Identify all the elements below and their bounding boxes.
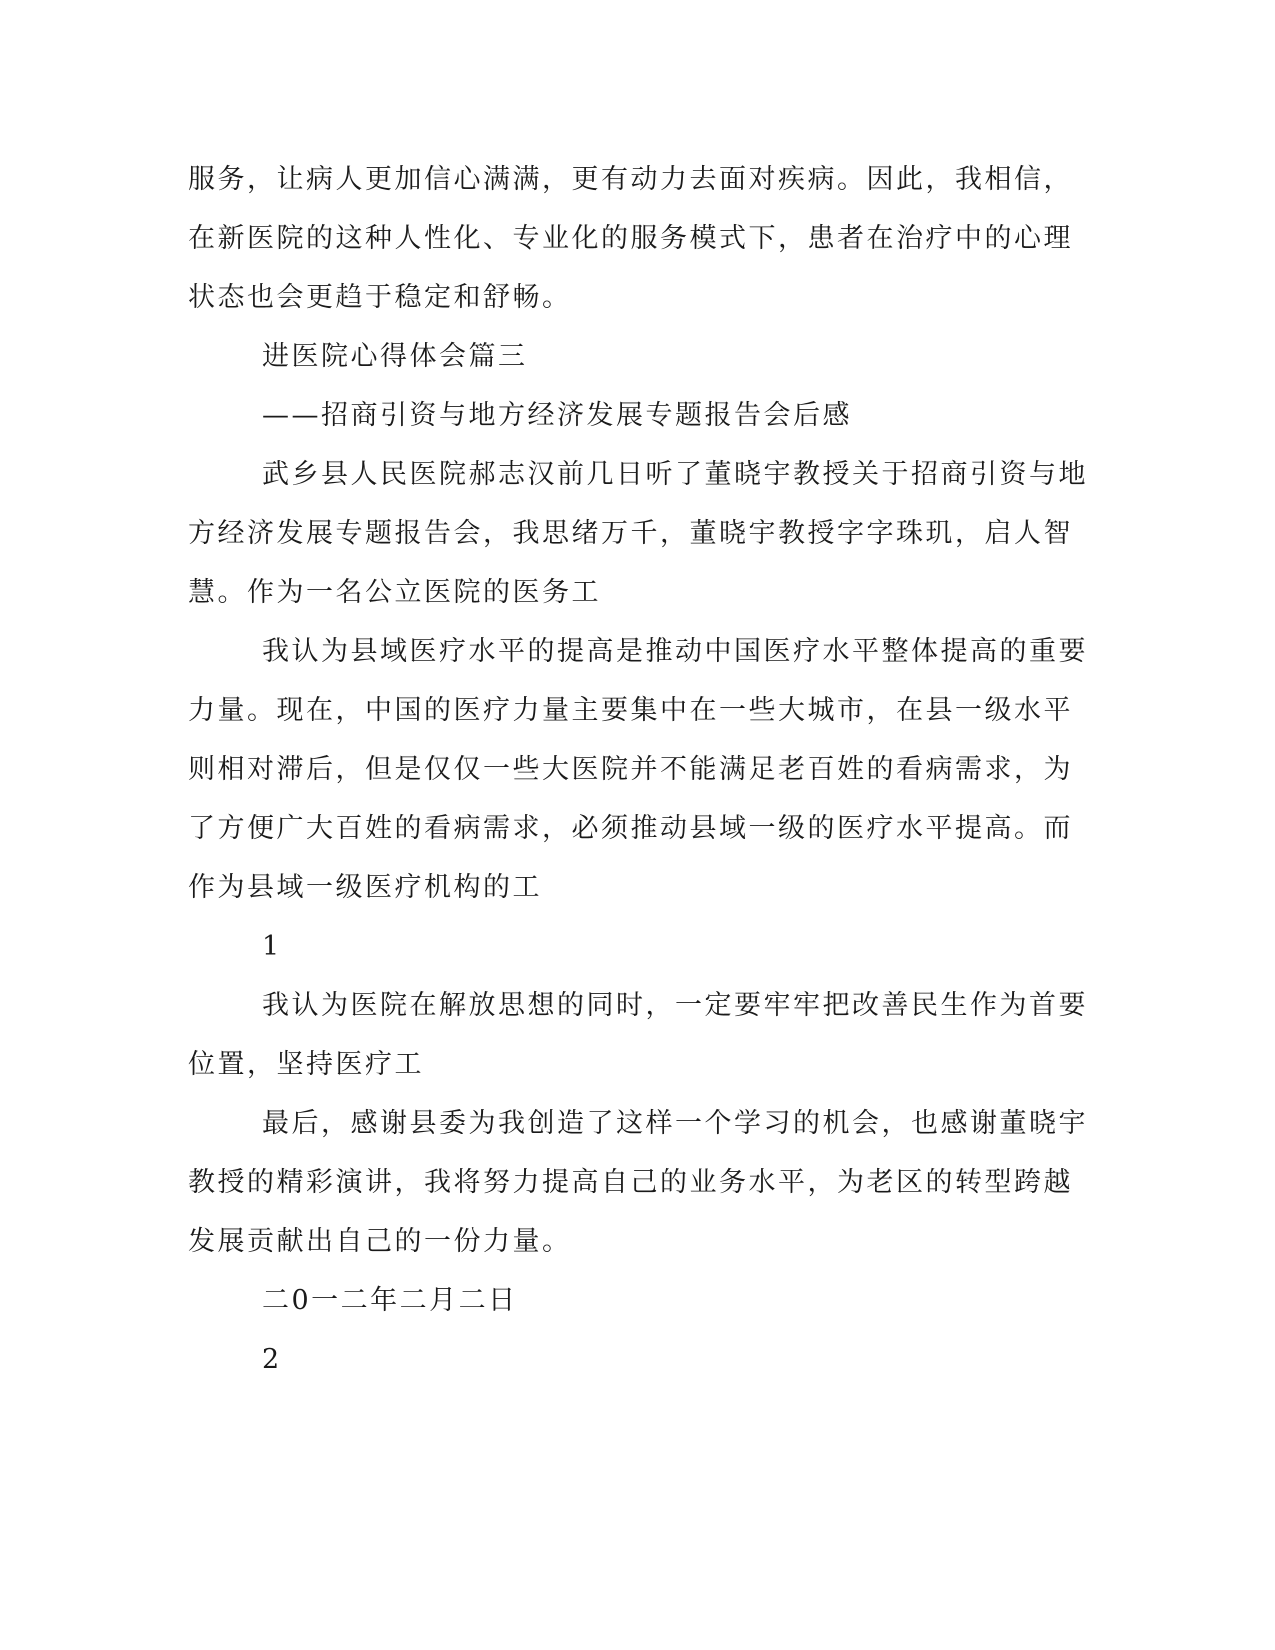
page-number: 2	[262, 1344, 282, 1375]
paragraph-line: 方经济发展专题报告会，我思绪万千，董晓宇教授字字珠玑，启人智	[188, 518, 1073, 549]
paragraph-line: 慧。作为一名公立医院的医务工	[188, 577, 601, 608]
date-line: 二0一二年二月二日	[262, 1285, 518, 1316]
paragraph-line: 在新医院的这种人性化、专业化的服务模式下，患者在治疗中的心理	[188, 223, 1073, 254]
paragraph-line: 发展贡献出自己的一份力量。	[188, 1226, 572, 1257]
section-heading: 进医院心得体会篇三	[262, 341, 528, 372]
paragraph-line: 我认为县域医疗水平的提高是推动中国医疗水平整体提高的重要	[262, 636, 1088, 667]
paragraph-line: 力量。现在，中国的医疗力量主要集中在一些大城市，在县一级水平	[188, 695, 1073, 726]
paragraph-line: 了方便广大百姓的看病需求，必须推动县域一级的医疗水平提高。而	[188, 813, 1073, 844]
section-subtitle: ——招商引资与地方经济发展专题报告会后感	[262, 400, 852, 431]
paragraph-line: 武乡县人民医院郝志汉前几日听了董晓宇教授关于招商引资与地	[262, 459, 1088, 490]
paragraph-line: 教授的精彩演讲，我将努力提高自己的业务水平，为老区的转型跨越	[188, 1167, 1073, 1198]
paragraph-line: 我认为医院在解放思想的同时，一定要牢牢把改善民生作为首要	[262, 990, 1088, 1021]
paragraph-line: 最后，感谢县委为我创造了这样一个学习的机会，也感谢董晓宇	[262, 1108, 1088, 1139]
paragraph-line: 状态也会更趋于稳定和舒畅。	[188, 282, 572, 313]
paragraph-line: 服务，让病人更加信心满满，更有动力去面对疾病。因此，我相信，	[188, 164, 1073, 195]
paragraph-line: 则相对滞后，但是仅仅一些大医院并不能满足老百姓的看病需求，为	[188, 754, 1073, 785]
paragraph-line: 位置，坚持医疗工	[188, 1049, 424, 1080]
page-number: 1	[262, 931, 282, 962]
paragraph-line: 作为县域一级医疗机构的工	[188, 872, 542, 903]
